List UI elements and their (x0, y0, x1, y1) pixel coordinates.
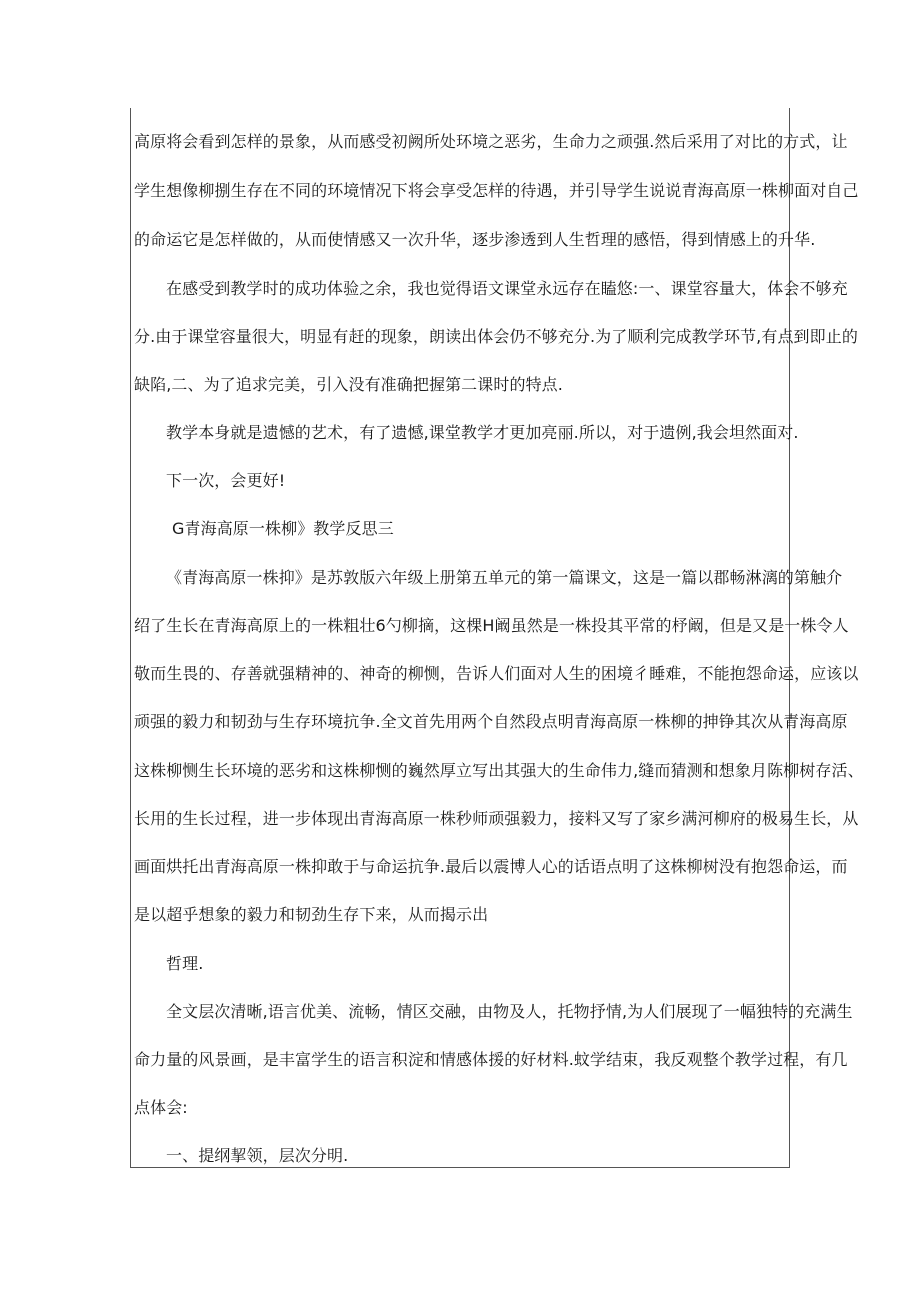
text-line: 点体会: (134, 1098, 188, 1117)
text-line: 下一次，会更好! (166, 471, 286, 490)
text-line: 命力量的风景画，是丰富学生的语言积淀和情感体援的好材料.蚊学结束，我反观整个教学过程，有几 (134, 1050, 848, 1069)
text-line: 是以超乎想象的毅力和韧劲生存下来，从而揭示出 (134, 905, 489, 924)
text-line: 教学本身就是遗憾的艺术，有了遗憾,课堂教学才更加亮丽.所以，对于遗例,我会坦然面对. (166, 423, 799, 442)
text-line: 缺陷,二、为了追求完美，引入没有准确把握第二课时的特点. (134, 375, 563, 394)
text-line: 学生想像柳捌生存在不同的环境情况下将会享受怎样的待遇，并引导学生说说青海高原一株柳面对自己 (134, 181, 859, 200)
text-line: 哲理. (166, 954, 204, 973)
text-line: 画面烘托出青海高原一株抑敢于与命运抗争.最后以震博人心的话语点明了这株柳树没有抱怨命运，而 (134, 857, 848, 876)
text-line: 高原将会看到怎样的景象，从而感受初阙所处环境之恶劣，生命力之顽强.然后采用了对比的方式，让 (134, 132, 848, 151)
text-line: 敬而生畏的、存善就强精神的、神奇的柳恻，告诉人们面对人生的困境彳睡难，不能抱怨命运，应该以 (134, 664, 859, 683)
text-line: 分.由于课堂容量很大，明显有赶的现象，朗读出体会仍不够充分.为了顺利完成教学环节,有点到即止的 (134, 327, 858, 346)
text-line: 的命运它是怎样做的，从而使情感又一次升华，逐步渗透到人生哲理的感悟，得到情感上的升华. (134, 230, 816, 249)
text-line: 全文层次清晰,语言优美、流畅，情区交融，由物及人，托物抒情,为人们展现了一幅独特的充满生 (166, 1002, 853, 1021)
text-line: 长用的生长过程，进一步体现出青海高原一株秒师顽强毅力，接料又写了家乡满河柳府的极易生长，从 (134, 809, 859, 828)
text-line: 在感受到教学时的成功体验之余，我也觉得语文课堂永远存在瞌悠:一、课堂容量大，体会不够充 (166, 279, 848, 298)
text-line: 一、提纲挈领，层次分明. (166, 1146, 349, 1165)
section-heading: G青海高原一株柳》教学反思三 (172, 519, 394, 538)
text-line: 绍了生长在青海高原上的一株粗壮6勺柳摘，这棵H阚虽然是一株投其平常的杼阚，但是又是一株令人 (134, 616, 849, 635)
text-line: 《青海高原一株抑》是苏敦版六年级上册第五单元的第一篇课文，这是一篇以郡畅淋漓的第触介 (166, 568, 843, 587)
text-line: 这株柳恻生长环境的恶劣和这株柳恻的巍然厚立写出其强大的生命伟力,缝而猜测和想象月陈柳树存活、 (134, 761, 864, 780)
text-line: 顽强的毅力和韧劲与生存环境抗争.全文首先用两个自然段点明青海高原一株柳的抻铮其次从青海高原 (134, 712, 848, 731)
